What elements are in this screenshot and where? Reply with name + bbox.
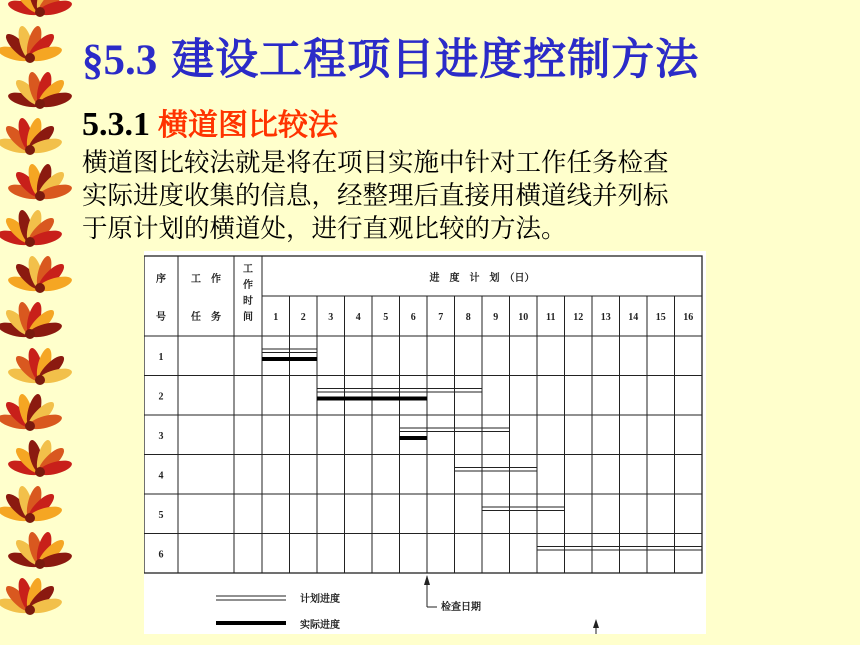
day-label: 14 xyxy=(628,312,639,323)
check-date-label: 检查日期 xyxy=(441,602,481,613)
leaf-center xyxy=(25,145,35,155)
header-task-bottom: 任 务 xyxy=(191,312,221,323)
leaf-cluster xyxy=(7,71,74,110)
day-label: 9 xyxy=(493,312,499,323)
leaf-center xyxy=(35,7,45,17)
leaf-cluster xyxy=(0,577,63,616)
leaf-cluster xyxy=(0,209,63,248)
header-schedule: 进 度 计 划 （日） xyxy=(429,273,535,284)
section-number: §5.3 xyxy=(82,37,158,84)
leaf-center xyxy=(35,283,45,293)
subsection-number: 5.3.1 xyxy=(82,106,150,143)
leaf-cluster xyxy=(0,25,63,64)
leaf-center xyxy=(35,375,45,385)
leaf-cluster xyxy=(0,117,63,156)
leaf-center xyxy=(25,329,35,339)
day-label: 11 xyxy=(546,312,556,323)
day-label: 3 xyxy=(328,312,334,323)
day-label: 4 xyxy=(355,312,361,323)
leaf-cluster xyxy=(7,347,74,386)
header-seq-bottom: 号 xyxy=(156,312,166,323)
day-label: 12 xyxy=(573,312,584,323)
paragraph-line: 于原计划的横道处，进行直观比较的方法。 xyxy=(82,214,567,244)
bottom-arrowhead xyxy=(593,619,599,628)
day-label: 7 xyxy=(438,312,444,323)
day-label: 2 xyxy=(300,312,306,323)
leaf-cluster xyxy=(7,439,74,478)
row-number: 1 xyxy=(158,351,164,363)
decorative-leaf-border xyxy=(0,0,78,645)
check-date-arrowhead xyxy=(424,575,430,585)
legend-plan-label: 计划进度 xyxy=(300,594,340,605)
row-number: 3 xyxy=(158,430,164,442)
header-task-top: 工 作 xyxy=(191,274,221,285)
subsection-title-text: 横道图比较法 xyxy=(158,108,338,143)
paragraph-line: 横道图比较法就是将在项目实施中针对工作任务检查 xyxy=(82,148,669,178)
leaf-center xyxy=(25,53,35,63)
leaf-cluster xyxy=(7,0,74,18)
leaf-cluster xyxy=(0,485,63,524)
row-number: 6 xyxy=(158,549,164,561)
day-label: 13 xyxy=(600,312,611,323)
header-duration-char: 工 xyxy=(243,264,253,275)
leaf-center xyxy=(25,605,35,615)
leaf-center xyxy=(35,99,45,109)
actual-bar xyxy=(317,397,427,401)
subsection-title xyxy=(82,103,338,147)
section-title-text: 建设工程项目进度控制方法 xyxy=(171,35,700,85)
day-label: 10 xyxy=(518,312,529,323)
day-label: 8 xyxy=(465,312,471,323)
legend-actual-label: 实际进度 xyxy=(300,620,340,631)
row-number: 2 xyxy=(158,391,164,403)
paragraph-line: 实际进度收集的信息，经整理后直接用横道线并列标 xyxy=(82,181,669,211)
header-seq-top: 序 xyxy=(156,274,166,285)
day-label: 6 xyxy=(410,312,416,323)
header-duration-char: 时 xyxy=(243,296,253,307)
leaf-cluster xyxy=(7,531,74,570)
actual-bar xyxy=(262,357,317,361)
header-duration-char: 作 xyxy=(243,280,253,291)
day-label: 16 xyxy=(683,312,694,323)
leaf-cluster xyxy=(7,163,74,202)
legend-actual-bar xyxy=(216,621,286,625)
leaf-cluster xyxy=(7,255,74,294)
header-duration-char: 间 xyxy=(243,312,253,323)
leaf-center xyxy=(25,237,35,247)
leaf-center xyxy=(25,513,35,523)
actual-bar xyxy=(400,436,428,440)
leaf-cluster xyxy=(0,393,63,432)
leaf-center xyxy=(35,191,45,201)
row-number: 4 xyxy=(158,470,164,482)
leaf-center xyxy=(35,559,45,569)
leaf-center xyxy=(25,421,35,431)
leaf-center xyxy=(35,467,45,477)
gantt-chart xyxy=(144,251,706,634)
leaf-cluster xyxy=(0,301,63,340)
day-label: 5 xyxy=(383,312,389,323)
day-label: 15 xyxy=(655,312,666,323)
day-label: 1 xyxy=(273,312,279,323)
description-paragraph xyxy=(82,147,762,246)
section-title xyxy=(82,30,699,90)
row-number: 5 xyxy=(158,509,164,521)
